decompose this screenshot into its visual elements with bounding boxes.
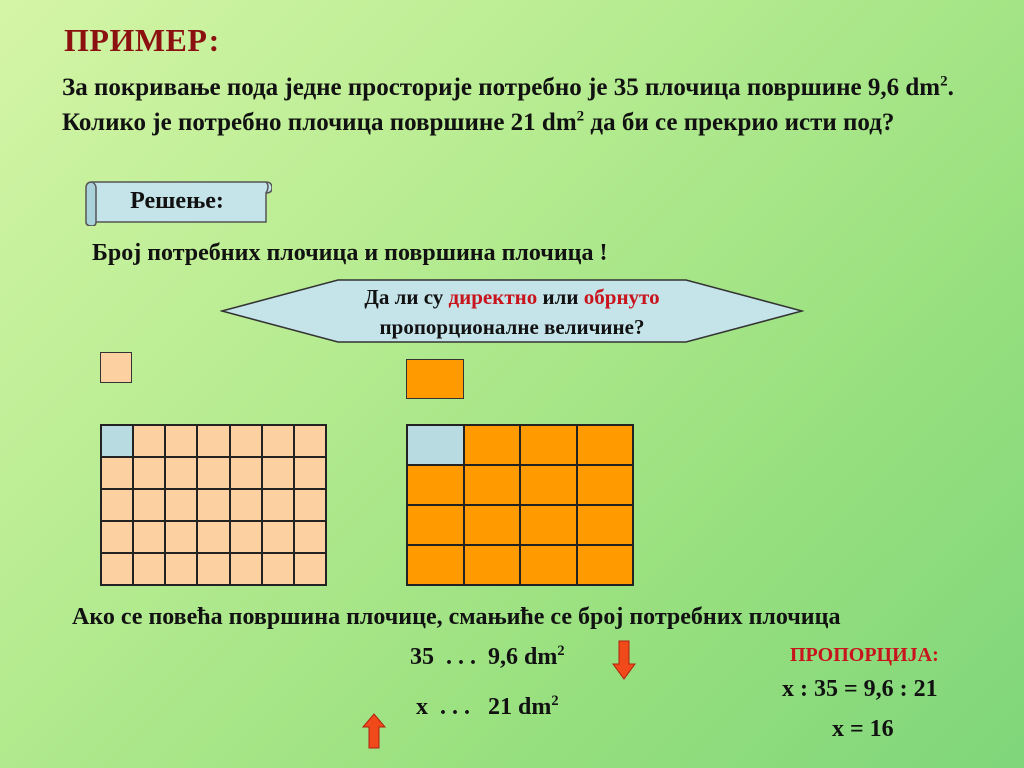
large-tile xyxy=(406,359,464,399)
grid-cell xyxy=(133,521,165,553)
slide-title: ПРИМЕР: xyxy=(64,22,220,58)
problem-part-3: да би се прекрио исти под? xyxy=(584,109,895,136)
grid-cell xyxy=(165,489,197,521)
grid-cell xyxy=(464,465,521,505)
problem-part-1: За покривање пода једне просторије потребно је 35 плочица површине 9,6 dm xyxy=(62,74,941,101)
grid-cell xyxy=(101,521,133,553)
question-line-1 xyxy=(220,285,804,310)
row2-count: x xyxy=(416,694,428,720)
problem-sup-2: 2 xyxy=(576,108,585,125)
solution-label: Решење: xyxy=(130,188,224,214)
question-line-2: пропорционалне величине? xyxy=(379,315,645,339)
grid-cell xyxy=(197,521,229,553)
grid-cell xyxy=(230,553,262,585)
grid-cell xyxy=(230,425,262,457)
grid-cell xyxy=(464,545,521,585)
small-tiles-grid xyxy=(100,424,327,586)
grid-cell xyxy=(407,545,464,585)
grid-cell xyxy=(165,521,197,553)
grid-cell xyxy=(294,489,326,521)
grid-cell xyxy=(294,521,326,553)
conclusion-text: Ако се повећа површина плочице, смањиће се број потребних плочица xyxy=(72,604,841,630)
grid-cell xyxy=(262,457,294,489)
grid-cell xyxy=(230,521,262,553)
proportion-equation: x : 35 = 9,6 : 21 xyxy=(782,676,938,702)
grid-cell xyxy=(577,425,634,465)
arrow-up-icon xyxy=(362,713,386,749)
grid-cell xyxy=(262,521,294,553)
grid-cell xyxy=(165,553,197,585)
grid-cell xyxy=(464,425,521,465)
grid-cell xyxy=(407,425,464,465)
row1-dots: . . . xyxy=(446,644,476,670)
row2-area: 21 dm xyxy=(488,694,552,720)
grid-cell xyxy=(165,425,197,457)
grid-cell xyxy=(133,489,165,521)
row2-dots: . . . xyxy=(440,694,470,720)
grid-cell xyxy=(197,425,229,457)
problem-sup-1: 2 xyxy=(940,73,948,90)
grid-cell xyxy=(230,457,262,489)
word-inverse: обрнуто xyxy=(583,285,660,309)
arrow-down-icon xyxy=(612,640,636,680)
small-tile xyxy=(100,352,132,383)
grid-cell xyxy=(294,425,326,457)
question-prefix: Да ли су xyxy=(364,285,449,309)
row1-count: 35 xyxy=(410,644,434,670)
grid-cell xyxy=(101,457,133,489)
table-row-1 xyxy=(410,644,565,671)
grid-cell xyxy=(101,425,133,457)
row1-area: 9,6 dm xyxy=(488,644,558,670)
grid-cell xyxy=(133,457,165,489)
grid-cell xyxy=(520,425,577,465)
result: x = 16 xyxy=(832,716,894,742)
grid-cell xyxy=(262,425,294,457)
grid-cell xyxy=(577,545,634,585)
grid-cell xyxy=(133,553,165,585)
grid-cell xyxy=(262,553,294,585)
grid-cell xyxy=(294,553,326,585)
grid-cell xyxy=(230,489,262,521)
grid-cell xyxy=(577,465,634,505)
grid-cell xyxy=(520,545,577,585)
grid-cell xyxy=(197,553,229,585)
grid-cell xyxy=(464,505,521,545)
grid-cell xyxy=(262,489,294,521)
subtitle: Број потребних плочица и површина плочица ! xyxy=(92,240,608,266)
question-or: или xyxy=(537,285,584,309)
row2-sup: 2 xyxy=(551,693,559,709)
grid-cell xyxy=(577,505,634,545)
grid-cell xyxy=(101,489,133,521)
grid-cell xyxy=(294,457,326,489)
problem-text xyxy=(62,70,992,140)
grid-cell xyxy=(407,505,464,545)
grid-cell xyxy=(197,457,229,489)
grid-cell xyxy=(520,505,577,545)
proportion-label: ПРОПОРЦИЈА: xyxy=(790,644,939,666)
word-direct: директно xyxy=(448,285,538,309)
table-row-2 xyxy=(416,694,559,721)
grid-cell xyxy=(407,465,464,505)
row1-sup: 2 xyxy=(557,643,565,659)
large-tiles-grid xyxy=(406,424,634,586)
grid-cell xyxy=(165,457,197,489)
grid-cell xyxy=(101,553,133,585)
grid-cell xyxy=(520,465,577,505)
problem-part-2: . Колико је потребно плочица површине 21 dm xyxy=(62,74,954,136)
grid-cell xyxy=(197,489,229,521)
grid-cell xyxy=(133,425,165,457)
